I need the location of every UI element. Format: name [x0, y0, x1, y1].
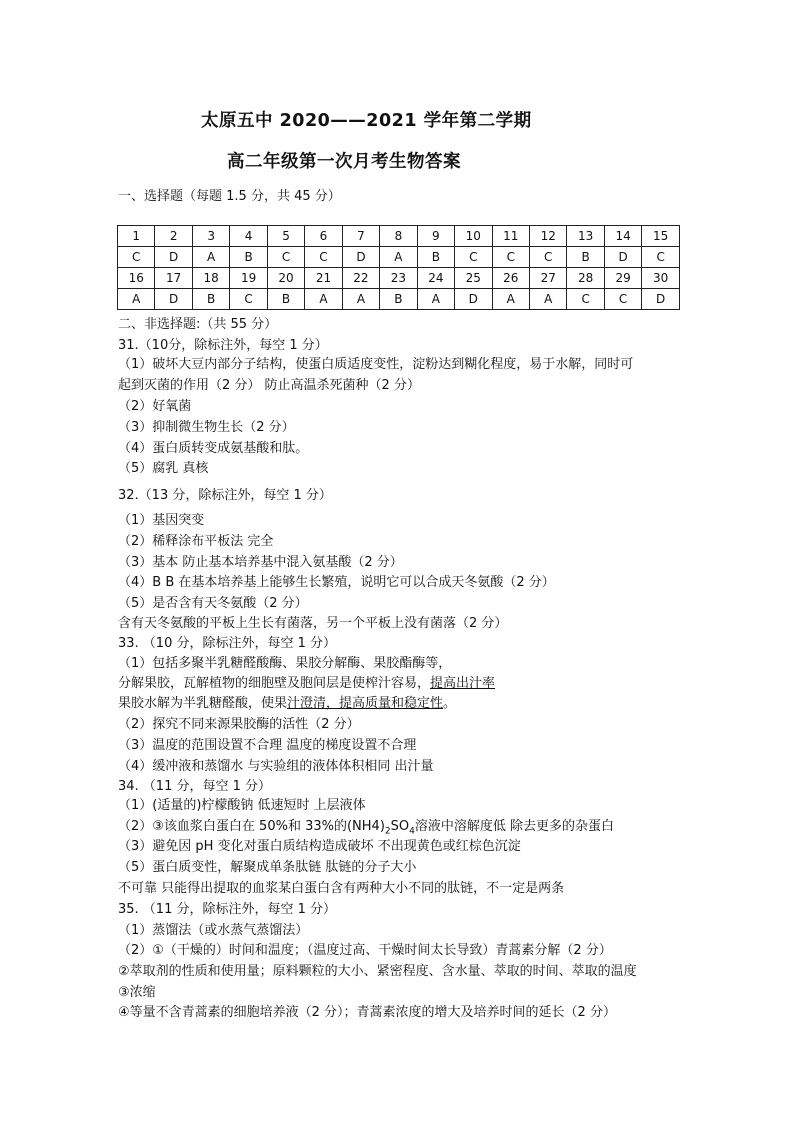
- q35-line: ③浓缩: [118, 985, 156, 1000]
- table-cell: 5: [267, 226, 304, 247]
- table-cell: A: [192, 247, 229, 268]
- q34-text: （2）③该血浆白蛋白在 50%和 33%的(NH4): [118, 819, 385, 834]
- table-cell: 24: [417, 268, 454, 289]
- table-cell: C: [455, 247, 492, 268]
- q34-line: （5）蛋白质变性，解聚成单条肽链 肽链的分子大小: [118, 860, 417, 875]
- table-cell: 8: [380, 226, 417, 247]
- table-cell: 17: [155, 268, 192, 289]
- q35-line: ④等量不含青蒿素的细胞培养液（2 分）；青蒿素浓度的增大及培养时间的延长（2 分）: [118, 1005, 616, 1020]
- table-cell: 27: [529, 268, 566, 289]
- q34-line: （3）避免因 pH 变化对蛋白质结构造成破坏 不出现黄色或红棕色沉淀: [118, 839, 521, 854]
- q33-line: [118, 675, 495, 693]
- q32-header: 32.（13 分，除标注外，每空 1 分）: [118, 488, 332, 503]
- table-cell: C: [529, 247, 566, 268]
- table-cell: 12: [529, 226, 566, 247]
- table-cell: A: [417, 289, 454, 310]
- table-cell: 2: [155, 226, 192, 247]
- table-cell: 29: [604, 268, 641, 289]
- table-cell: 11: [492, 226, 529, 247]
- table-cell: 23: [380, 268, 417, 289]
- table-cell: D: [642, 289, 680, 310]
- table-cell: C: [642, 247, 680, 268]
- q34-header: 34. （11 分，每空 1 分）: [118, 779, 272, 794]
- table-cell: C: [567, 289, 604, 310]
- q35-line: （1）蒸馏法（或水蒸气蒸馏法）: [118, 923, 309, 938]
- q34-line: （1）(适量的)柠檬酸钠 低速短时 上层液体: [118, 798, 366, 813]
- q33-text: 。: [443, 696, 457, 711]
- q33-line: （3）温度的范围设置不合理 温度的梯度设置不合理: [118, 738, 417, 753]
- table-cell: 16: [118, 268, 155, 289]
- q31-line: （5）腐乳 真核: [118, 461, 209, 476]
- q34-text: SO: [390, 819, 410, 834]
- table-cell: C: [492, 247, 529, 268]
- q31-header: 31.（10分，除标注外，每空 1 分）: [118, 338, 328, 353]
- table-cell: 10: [455, 226, 492, 247]
- q33-header: 33. （10 分，除标注外，每空 1 分）: [118, 636, 337, 651]
- q33-text: 分解果胶，瓦解植物的细胞壁及胞间层是使榨汁容易，: [118, 676, 431, 691]
- table-cell: 6: [305, 226, 342, 247]
- table-cell: 4: [230, 226, 267, 247]
- q31-line: （2）好氧菌: [118, 399, 192, 414]
- q35-line: ②萃取剂的性质和使用量；原料颗粒的大小、紧密程度、含水量、萃取的时间、萃取的温度: [118, 964, 637, 979]
- table-cell: 21: [305, 268, 342, 289]
- table-cell: 22: [342, 268, 379, 289]
- table-cell: D: [342, 247, 379, 268]
- q32-line: （1）基因突变: [118, 513, 205, 528]
- table-cell: 19: [230, 268, 267, 289]
- answer-row: [118, 247, 680, 268]
- table-cell: B: [192, 289, 229, 310]
- table-cell: 26: [492, 268, 529, 289]
- table-cell: D: [155, 289, 192, 310]
- q32-line: （2）稀释涂布平板法 完全: [118, 534, 274, 549]
- table-cell: 3: [192, 226, 229, 247]
- table-cell: 9: [417, 226, 454, 247]
- table-cell: 15: [642, 226, 680, 247]
- document-title: 太原五中 2020——2021 学年第二学期: [201, 111, 532, 131]
- table-cell: 1: [118, 226, 155, 247]
- table-cell: A: [380, 247, 417, 268]
- answer-table: [117, 225, 680, 310]
- q32-line: 含有天冬氨酸的平板上生长有菌落，另一个平板上没有菌落（2 分）: [118, 616, 508, 631]
- q33-underlined-answer: 提高出汁率: [430, 676, 496, 691]
- section1-heading: 一、选择题（每题 1.5 分，共 45 分）: [118, 189, 341, 204]
- table-cell: B: [380, 289, 417, 310]
- q31-line: （3）抑制微生物生长（2 分）: [118, 420, 295, 435]
- table-cell: A: [118, 289, 155, 310]
- table-cell: C: [604, 289, 641, 310]
- section2-heading: 二、非选择题:（共 55 分）: [118, 317, 278, 332]
- table-cell: A: [492, 289, 529, 310]
- q32-line: （4）B B 在基本培养基上能够生长繁殖，说明它可以合成天冬氨酸（2 分）: [118, 575, 555, 590]
- q31-line: （1）破坏大豆内部分子结构，使蛋白质适度变性，淀粉达到糊化程度，易于水解，同时可: [118, 357, 634, 372]
- q33-line: [118, 695, 456, 713]
- table-cell: 20: [267, 268, 304, 289]
- q32-line: （5）是否含有天冬氨酸（2 分）: [118, 596, 308, 611]
- table-cell: A: [342, 289, 379, 310]
- table-cell: 13: [567, 226, 604, 247]
- table-cell: 30: [642, 268, 680, 289]
- table-cell: C: [305, 247, 342, 268]
- q34-line: 不可靠 只能得出提取的血浆某白蛋白含有两种大小不同的肽链，不一定是两条: [118, 881, 565, 896]
- q33-line: （1）包括多聚半乳糖醛酸酶、果胶分解酶、果胶酯酶等，: [118, 656, 452, 671]
- q31-line: （4）蛋白质转变成氨基酸和肽。: [118, 441, 309, 456]
- table-cell: 18: [192, 268, 229, 289]
- table-cell: 7: [342, 226, 379, 247]
- q35-line: （2）①（干燥的）时间和温度；（温度过高、干燥时间太长导致）青蒿素分解（2 分）: [118, 943, 612, 958]
- table-cell: C: [118, 247, 155, 268]
- table-cell: B: [417, 247, 454, 268]
- table-cell: 25: [455, 268, 492, 289]
- document-subtitle: 高二年级第一次月考生物答案: [227, 152, 461, 172]
- table-cell: C: [267, 247, 304, 268]
- table-cell: B: [230, 247, 267, 268]
- table-cell: B: [567, 247, 604, 268]
- q31-line: 起到灭菌的作用（2 分） 防止高温杀死菌种（2 分）: [118, 378, 420, 393]
- table-cell: 28: [567, 268, 604, 289]
- table-cell: A: [529, 289, 566, 310]
- q34-subscript: 4: [409, 826, 415, 837]
- q34-subscript: 2: [384, 826, 391, 837]
- q33-text: 果胶水解为半乳糖醛酸，使果: [118, 696, 288, 711]
- table-cell: 14: [604, 226, 641, 247]
- q33-line: （2）探究不同来源果胶酶的活性（2 分）: [118, 717, 360, 732]
- q35-header: 35. （11 分，除标注外，每空 1 分）: [118, 902, 337, 917]
- q33-underlined-answer: 汁澄清，提高质量和稳定性: [287, 696, 444, 711]
- q32-line: （3）基本 防止基本培养基中混入氨基酸（2 分）: [118, 555, 403, 570]
- table-cell: C: [230, 289, 267, 310]
- table-cell: D: [455, 289, 492, 310]
- table-cell: D: [604, 247, 641, 268]
- q34-text: 溶液中溶解度低 除去更多的杂蛋白: [414, 819, 614, 834]
- table-cell: D: [155, 247, 192, 268]
- q33-line: （4）缓冲液和蒸馏水 与实验组的液体体积相同 出汁量: [118, 759, 434, 774]
- table-cell: A: [305, 289, 342, 310]
- question-number-row: [118, 226, 680, 247]
- question-number-row: [118, 268, 680, 289]
- answer-row: [118, 289, 680, 310]
- table-cell: B: [267, 289, 304, 310]
